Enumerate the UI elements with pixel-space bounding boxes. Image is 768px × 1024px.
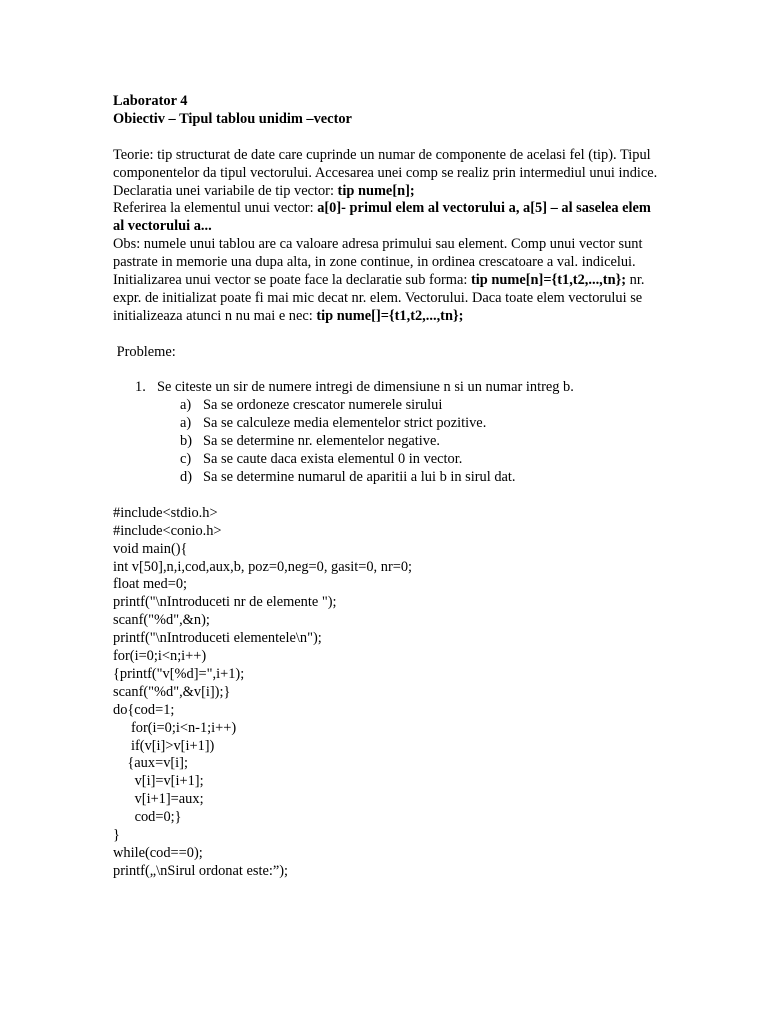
problem-text: Se citeste un sir de numere intregi de dimensiune n si un numar intreg b. [157,379,574,396]
subproblem-item: a) Sa se ordoneze crescator numerele sirului [180,397,443,414]
code-line: #include<stdio.h> [113,504,218,521]
code-line: v[i]=v[i+1]; [113,773,204,790]
code-line: for(i=0;i<n-1;i++) [113,719,237,736]
code-listing [113,505,658,881]
lab-title: Laborator 4 [113,93,188,109]
code-line: int v[50],n,i,cod,aux,b, poz=0,neg=0, gasit=0, nr=0; [113,558,413,575]
code-line: v[i+1]=aux; [113,791,204,808]
code-line: if(v[i]>v[i+1]) [113,737,215,754]
declaration-paragraph: Declaratia unei variabile de tip vector: tip nume[n]; [113,182,415,199]
problems-heading: Probleme: [113,343,176,360]
code-line: #include<conio.h> [113,522,222,539]
code-line: float med=0; [113,576,188,593]
code-line: do{cod=1; [113,701,175,718]
code-line: printf("\nIntroduceti elementele\n"); [113,630,322,647]
code-line: void main(){ [113,540,188,557]
code-line: {printf("v[%d]=",i+1); [113,665,245,682]
subproblem-item: c) Sa se caute daca exista elementul 0 in vector. [180,451,463,468]
code-line: scanf("%d",&n); [113,612,210,629]
problem-item [135,379,658,397]
theory-paragraph: Teorie: tip structurat de date care cuprinde un numar de componente de acelasi fel (tip). Tipul componentelor da tipul vectorului. Accesarea unei comp se realiz prin intermediul unui indice. [113,146,658,181]
subproblem-item: b) Sa se determine nr. elementelor negative. [180,433,440,450]
code-line: printf(„\nSirul ordonat este:”); [113,862,289,879]
code-line: cod=0;} [113,809,182,826]
observation-paragraph: Obs: numele unui tablou are ca valoare adresa primului sau element. Comp unui vector sunt pastrate in memorie una dupa alta, in zone continue, in ordinea crescatoare a val. indicelui. [113,236,643,271]
code-line: } [113,827,120,844]
problem-number: 1. [135,379,146,396]
subproblem-item: a) Sa se calculeze media elementelor strict pozitive. [180,415,487,432]
initialization-paragraph: Initializarea unui vector se poate face la declaratie sub forma: tip nume[n]={t1,t2,...,tn}; nr. expr. de initializat poate fi mai mic decat nr. elem. Vectorului. Daca toate elem vectorului se initializeaza atunci n nu mai e nec: tip nume[]={t1,t2,...,tn}; [113,272,645,324]
code-line: printf("\nIntroduceti nr de elemente "); [113,594,337,611]
document-page [113,93,658,881]
code-line: scanf("%d",&v[i]);} [113,683,231,700]
reference-paragraph: Referirea la elementul unui vector: a[0]- primul elem al vectorului a, a[5] – al saselea elem al vectorului a... [113,200,651,235]
lab-objective: Obiectiv – Tipul tablou unidim –vector [113,110,352,127]
subproblem-item: d) Sa se determine numarul de aparitii a lui b in sirul dat. [180,468,516,485]
code-line: while(cod==0); [113,845,203,861]
code-line: for(i=0;i<n;i++) [113,648,207,665]
code-line: {aux=v[i]; [113,755,188,772]
